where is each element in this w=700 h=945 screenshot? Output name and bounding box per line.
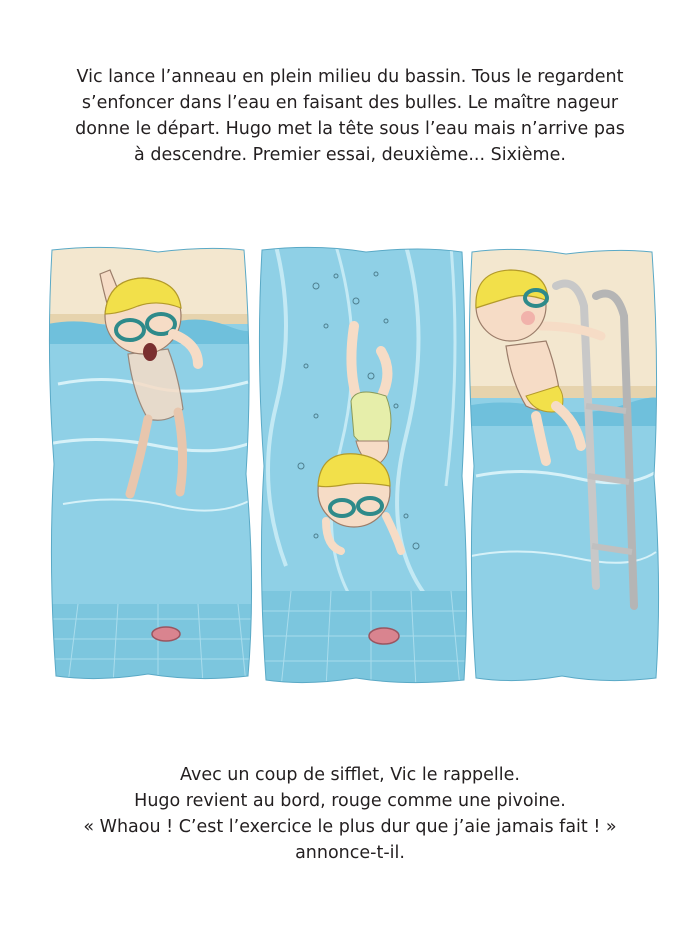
bottom-line: « Whaou ! C’est l’exercice le plus dur que j’aie jamais fait ! » — [83, 817, 617, 837]
panel-ladder-exit — [466, 246, 660, 686]
top-line: s’enfoncer dans l’eau en faisant des bulles. Le maître nageur — [81, 93, 619, 113]
top-line: à descendre. Premier essai, deuxième... Sixième. — [134, 145, 566, 165]
bottom-line: Avec un coup de sifflet, Vic le rappelle. — [180, 765, 520, 785]
top-line: Vic lance l’anneau en plein milieu du bassin. Tous le regardent — [76, 67, 624, 87]
top-paragraph — [30, 64, 670, 168]
bottom-line: annonce-t-il. — [295, 843, 405, 863]
panel-surface-swim — [48, 244, 258, 684]
top-line: donne le départ. Hugo met la tête sous l’eau mais n’arrive pas — [75, 119, 625, 139]
bottom-line: Hugo revient au bord, rouge comme une pivoine. — [134, 791, 566, 811]
panel-underwater-dive — [256, 246, 470, 688]
bottom-paragraph — [30, 762, 670, 866]
